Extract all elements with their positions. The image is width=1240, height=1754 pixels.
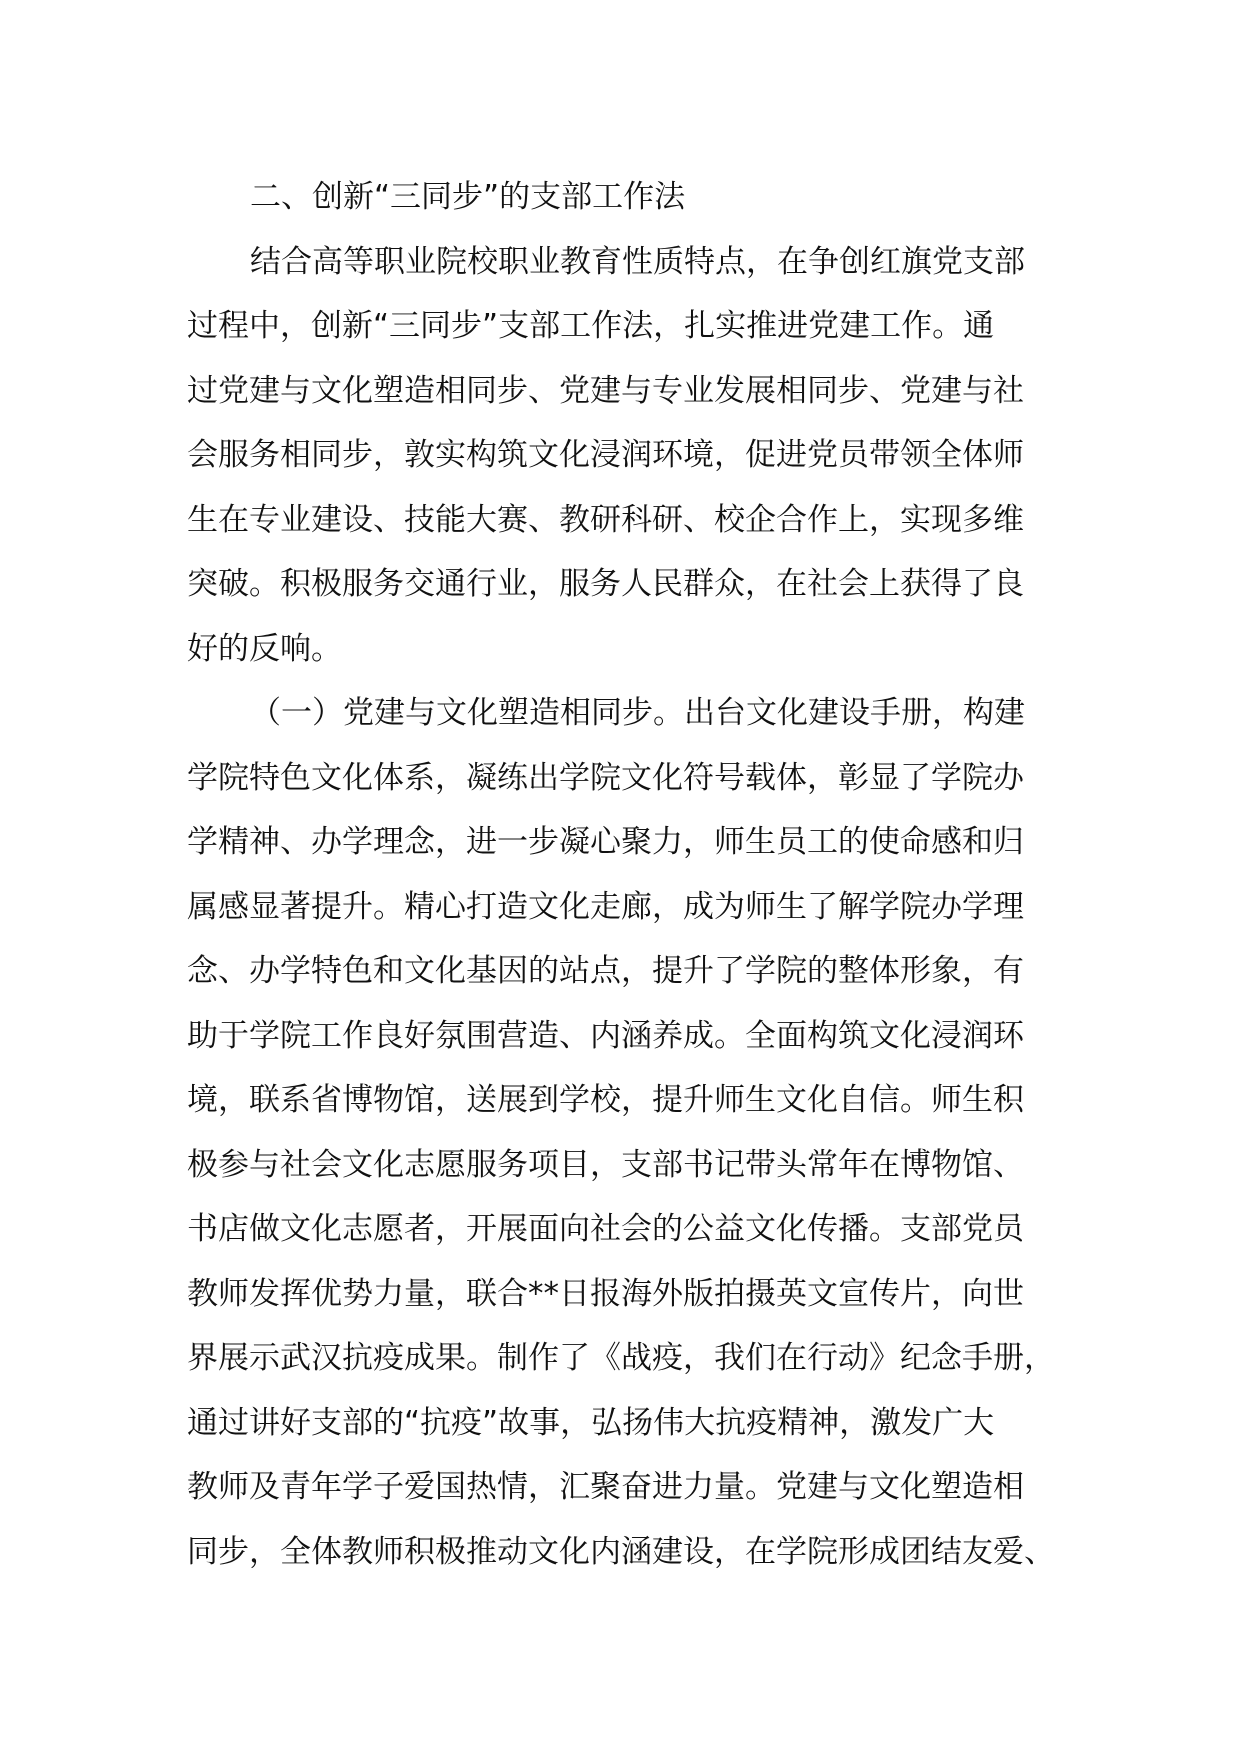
paragraph-line: 教师及青年学子爱国热情，汇聚奋进力量。党建与文化塑造相 bbox=[187, 1469, 1024, 1505]
paragraph-line: 好的反响。 bbox=[187, 630, 342, 667]
section-heading: 二、创新“三同步”的支部工作法 bbox=[250, 179, 686, 215]
paragraph-line: 过程中，创新“三同步”支部工作法，扎实推进党建工作。通 bbox=[187, 308, 995, 344]
paragraph-line: 教师发挥优势力量，联合**日报海外版拍摄英文宣传片，向世 bbox=[187, 1275, 1024, 1312]
paragraph-line: 过党建与文化塑造相同步、党建与专业发展相同步、党建与社 bbox=[187, 372, 1024, 409]
paragraph-line: 结合高等职业院校职业教育性质特点，在争创红旗党支部 bbox=[250, 243, 1025, 280]
paragraph-line: 突破。积极服务交通行业，服务人民群众，在社会上获得了良 bbox=[187, 566, 1024, 602]
paragraph-line: 学精神、办学理念，进一步凝心聚力，师生员工的使命感和归 bbox=[187, 824, 1024, 860]
paragraph-line: 境，联系省博物馆，送展到学校，提升师生文化自信。师生积 bbox=[187, 1082, 1024, 1118]
paragraph-line: 属感显著提升。精心打造文化走廊，成为师生了解学院办学理 bbox=[187, 888, 1024, 925]
paragraph-line: 会服务相同步，敦实构筑文化浸润环境，促进党员带领全体师 bbox=[187, 437, 1024, 473]
paragraph-line: 极参与社会文化志愿服务项目，支部书记带头常年在博物馆、 bbox=[187, 1146, 1024, 1183]
document-body bbox=[187, 165, 1067, 1584]
paragraph-line: （一）党建与文化塑造相同步。出台文化建设手册，构建 bbox=[250, 695, 1025, 731]
paragraph-line: 界展示武汉抗疫成果。制作了《战疫，我们在行动》纪念手册， bbox=[187, 1340, 1055, 1376]
paragraph-line: 生在专业建设、技能大赛、教研科研、校企合作上，实现多维 bbox=[187, 501, 1024, 538]
paragraph-2 bbox=[187, 681, 1067, 1584]
paragraph-1 bbox=[187, 230, 1067, 682]
paragraph-line: 同步，全体教师积极推动文化内涵建设，在学院形成团结友爱、 bbox=[187, 1533, 1055, 1570]
paragraph-line: 通过讲好支部的“抗疫”故事，弘扬伟大抗疫精神，激发广大 bbox=[187, 1404, 995, 1441]
paragraph-line: 学院特色文化体系，凝练出学院文化符号载体，彰显了学院办 bbox=[187, 759, 1024, 796]
paragraph-line: 助于学院工作良好氛围营造、内涵养成。全面构筑文化浸润环 bbox=[187, 1017, 1024, 1054]
paragraph-line: 书店做文化志愿者，开展面向社会的公益文化传播。支部党员 bbox=[187, 1211, 1024, 1247]
paragraph-line: 念、办学特色和文化基因的站点，提升了学院的整体形象，有 bbox=[187, 953, 1024, 989]
